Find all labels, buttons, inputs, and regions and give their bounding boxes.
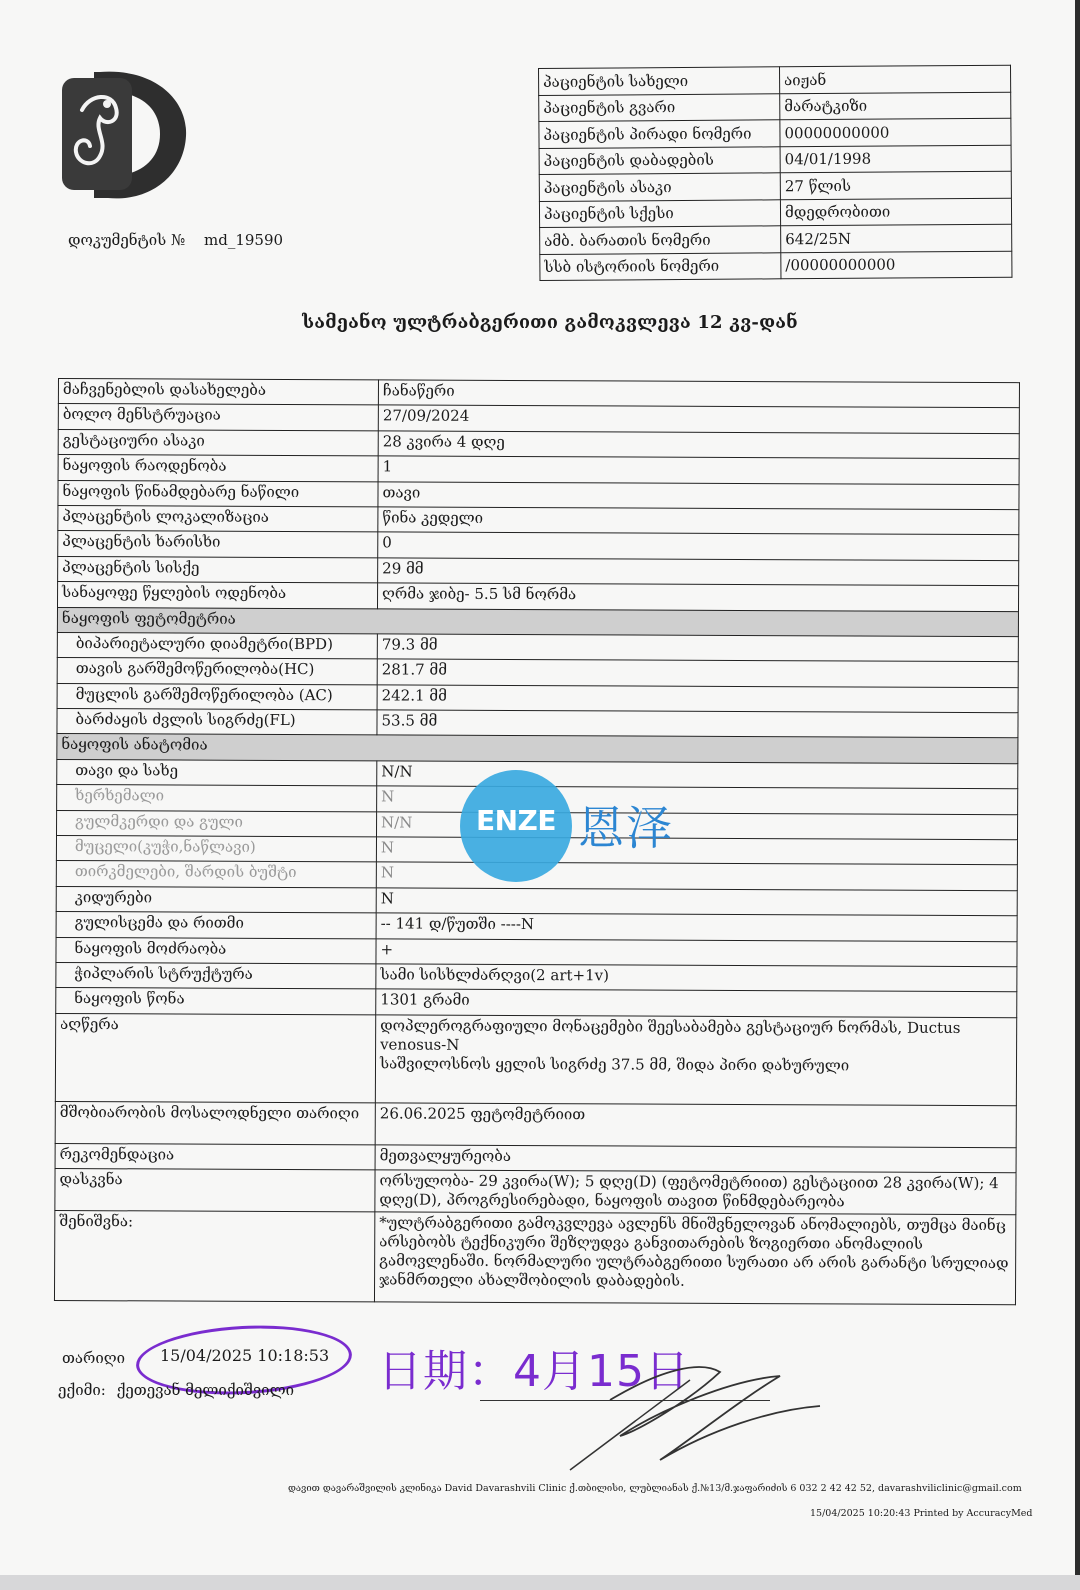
patient-value: მდედრობითი <box>780 198 1011 226</box>
table-row <box>54 1211 1015 1305</box>
patient-label: პაციენტის პირადი ნომერი <box>539 120 780 148</box>
row-value: -- 141 დ/წუთში ----N <box>376 913 1017 941</box>
patient-value: მარატკიზი <box>780 92 1011 120</box>
row-label: ნაყოფის რაოდენობა <box>58 455 378 482</box>
patient-row <box>539 118 1011 148</box>
watermark-latin: ENZE <box>476 804 556 837</box>
clinic-logo <box>60 64 190 204</box>
row-label: რეკომენდაცია <box>55 1143 375 1170</box>
row-value: N <box>377 786 1018 814</box>
patient-label: პაციენტის სქესი <box>539 199 780 227</box>
row-value: 29 მმ <box>378 558 1019 586</box>
row-value: N <box>376 837 1017 865</box>
doctor-name: ქეთევან მელიქიშვილი <box>116 1381 294 1399</box>
row-label: მუცელი(კუჭი,ნაწლავი) <box>56 836 376 863</box>
patient-row <box>540 224 1012 254</box>
patient-value: 00000000000 <box>780 118 1011 146</box>
date-label: თარიღი <box>62 1349 126 1367</box>
row-value: N/N <box>377 761 1018 789</box>
row-value: 28 კვირა 4 დღე <box>378 431 1019 459</box>
description-line: დოპლეროგრაფიული მონაცემები შეესაბამება გესტაციურ ნორმას, Ductus <box>380 1016 961 1037</box>
row-value: N <box>376 862 1017 890</box>
document-number-label: დოკუმენტის № <box>68 231 186 249</box>
row-value: 281.7 მმ <box>377 659 1018 687</box>
row-label: გულისცემა და რითმი <box>56 912 376 939</box>
table-row-description <box>55 1013 1016 1105</box>
patient-value: 27 წლის <box>780 171 1011 199</box>
description-line: venosus-N <box>380 1035 460 1054</box>
row-label: გულმკერდი და გული <box>57 810 377 837</box>
document-number-value: md_19590 <box>204 231 284 249</box>
clinic-footer: დავით დავარაშვილის კლინიკა David Davarashvili Clinic ქ.თბილისი, ლუბლიანას ქ.№13/მ.ჯაფარიძის 6 032 2 42 42 52, davarashviliclinic@gmail.com <box>288 1483 1022 1494</box>
patient-value: აიჟან <box>779 65 1010 93</box>
table-row <box>55 1169 1016 1215</box>
row-label: ბოლო მენსტრუაცია <box>58 404 378 431</box>
row-label: მშობიარობის მოსალოდნელი თარიღი <box>55 1101 375 1144</box>
page-edge-bottom <box>0 1575 1080 1590</box>
date-value: 15/04/2025 10:18:53 <box>160 1346 330 1365</box>
handwritten-signature <box>540 1340 840 1480</box>
document-title: სამეანო ულტრაბგერითი გამოკვლევა 12 კვ-დან <box>302 312 798 333</box>
row-label: ნაყოფის წონა <box>56 988 376 1015</box>
patient-row <box>540 251 1012 281</box>
row-label: აღწერა <box>55 1013 375 1102</box>
row-value: 79.3 მმ <box>377 634 1018 662</box>
row-value: მეთვალყურეობა <box>375 1145 1016 1173</box>
patient-label: პაციენტის ასაკი <box>539 173 780 201</box>
row-value: + <box>376 938 1017 966</box>
patient-row <box>539 65 1011 95</box>
row-value: 242.1 მმ <box>377 685 1018 713</box>
table-row <box>55 1101 1016 1147</box>
row-value: წინა კედელი <box>378 507 1019 535</box>
row-value: 0 <box>378 532 1019 560</box>
printed-info: 15/04/2025 10:20:43 Printed by AccuracyMed <box>810 1508 1033 1519</box>
watermark-chinese: 恩泽 <box>578 801 674 855</box>
patient-row <box>539 92 1011 122</box>
row-value: ორსულობა- 29 კვირა(W); 5 დღე(D) (ფეტომეტრიით) გესტაციით 28 კვირა(W); 4 დღე(D), პროგრესირებადი, ნაყოფის თავით წინმდებარეობა <box>375 1170 1016 1215</box>
patient-row <box>539 198 1011 228</box>
patient-value: /00000000000 <box>781 251 1012 279</box>
row-label: კიდურები <box>56 886 376 913</box>
row-label: ხერხემალი <box>57 785 377 812</box>
row-value <box>375 1015 1016 1106</box>
row-value: 26.06.2025 ფეტომეტრიით <box>375 1103 1016 1148</box>
row-label: თავი და სახე <box>57 759 377 786</box>
patient-row <box>539 171 1011 201</box>
row-label: სანაყოფე წყლების ოდენობა <box>58 582 378 609</box>
row-label: შენიშვნა: <box>54 1211 374 1302</box>
doctor-line <box>58 1381 294 1399</box>
date-annotation: 日期：4月15日 <box>378 1346 690 1397</box>
patient-label: პაციენტის გვარი <box>539 93 780 121</box>
column-header: მაჩვენებლის დასახელება <box>58 379 378 406</box>
row-value: ღრმა ჯიბე- 5.5 სმ ნორმა <box>377 583 1018 611</box>
row-value: თავი <box>378 481 1019 509</box>
row-value: *ულტრაბგერითი გამოკვლევა ავლენს მნიშვნელოვან ანომალიებს, თუმცა მაინც არსებობს ტექნიკური შეზღუდვა განვითარების ზოგიერთი ანომალიის გამოვლენაში. ნორმალური ულტრაბგერითი სურათი არ არის გარანტი სრულიად ჯანმრთელი ახალშობილის დაბადების. <box>374 1212 1015 1305</box>
row-label: გესტაციური ასაკი <box>58 429 378 456</box>
enze-watermark <box>460 770 720 880</box>
row-label: ბარძაყის ძვლის სიგრძე(FL) <box>57 709 377 736</box>
patient-value: 642/25N <box>781 224 1012 252</box>
patient-value: 04/01/1998 <box>780 145 1011 173</box>
section-label: ნაყოფის ფეტომეტრია <box>57 607 1018 637</box>
column-header: ჩანაწერი <box>378 380 1019 408</box>
row-value: N <box>376 888 1017 916</box>
row-label: პლაცენტის ხარისხი <box>58 531 378 558</box>
row-value: 1 <box>378 456 1019 484</box>
document-number <box>68 231 283 249</box>
patient-label: სსბ ისტორიის ნომერი <box>540 252 781 280</box>
row-value: 27/09/2024 <box>378 405 1019 433</box>
patient-info-table <box>538 65 1012 281</box>
row-value: სამი სისხლძარღვი(2 art+1v) <box>376 964 1017 992</box>
patient-row <box>539 145 1011 175</box>
row-label: პლაცენტის სისქე <box>58 556 378 583</box>
row-value: 1301 გრამი <box>376 989 1017 1017</box>
row-label: ბიპარიეტალური დიამეტრი(BPD) <box>57 632 377 659</box>
page-edge-right <box>1075 0 1080 1590</box>
row-label: პლაცენტის ლოკალიზაცია <box>58 505 378 532</box>
patient-label: პაციენტის დაბადების <box>539 146 780 174</box>
row-label: ჭიპლარის სტრუქტურა <box>56 962 376 989</box>
row-label: მუცლის გარშემოწერილობა (AC) <box>57 683 377 710</box>
row-value: 53.5 მმ <box>377 710 1018 738</box>
section-label: ნაყოფის ანატომია <box>57 734 1018 764</box>
row-label: ნაყოფის წინამდებარე ნაწილი <box>58 480 378 507</box>
row-value: N/N <box>377 812 1018 840</box>
doctor-label: ექიმი: <box>58 1381 106 1399</box>
row-label: თირკმელები, შარდის ბუშტი <box>56 861 376 888</box>
description-line: საშვილოსნოს ყელის სიგრძე 37.5 მმ, შიდა პირი დახურული <box>379 1054 850 1075</box>
patient-label: პაციენტის სახელი <box>539 67 780 95</box>
row-label: დასკვნა <box>55 1169 375 1212</box>
patient-label: ამბ. ბარათის ნომერი <box>540 226 781 254</box>
row-label: თავის გარშემოწერილობა(HC) <box>57 658 377 685</box>
row-label: ნაყოფის მოძრაობა <box>56 937 376 964</box>
